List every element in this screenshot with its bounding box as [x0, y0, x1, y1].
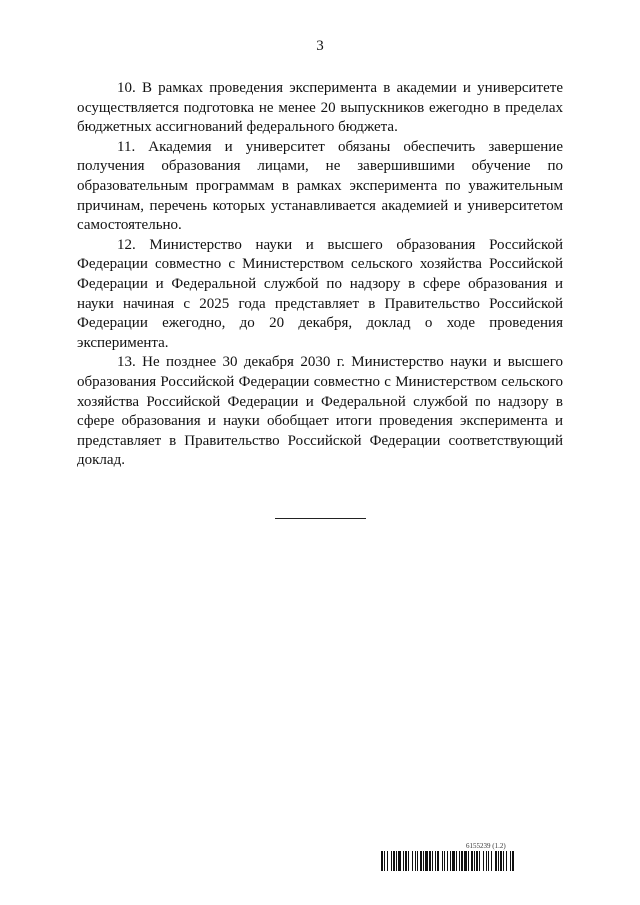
document-code: 6155239 (1.2) [466, 842, 506, 850]
paragraph-11: 11. Академия и университет обязаны обеспечить завершение получения образования лицами, не завершившими обучение по образовательным программам в рамках эксперимента по уважительным причинам, перечень которых устанавливается академией и университетом самостоятельно. [77, 138, 563, 234]
paragraph-10: 10. В рамках проведения эксперимента в академии и университете осуществляется подготовка не менее 20 выпускников ежегодно в пределах бюджетных ассигнований федерального бюджета. [77, 80, 563, 136]
end-of-text-rule [275, 518, 366, 519]
barcode-image [381, 851, 566, 871]
document-body [77, 79, 563, 471]
paragraph-13: 13. Не позднее 30 декабря 2030 г. Министерство науки и высшего образования Российской Федерации совместно с Министерством сельского хозяйства Российской Федерации и Федеральной службой по надзору в сфере образования и науки обобщает итоги проведения эксперимента и представляет в Правительство Российской Федерации соответствующий доклад. [77, 354, 563, 469]
paragraph-12: 12. Министерство науки и высшего образования Российской Федерации совместно с Министерством сельского хозяйства Российской Федерации и Федеральной службой по надзору в сфере образования и науки начиная с 2025 года представляет в Правительство Российской Федерации ежегодно, до 20 декабря, доклад о ходе проведения эксперимента. [77, 236, 563, 351]
page-number: 3 [316, 38, 324, 54]
